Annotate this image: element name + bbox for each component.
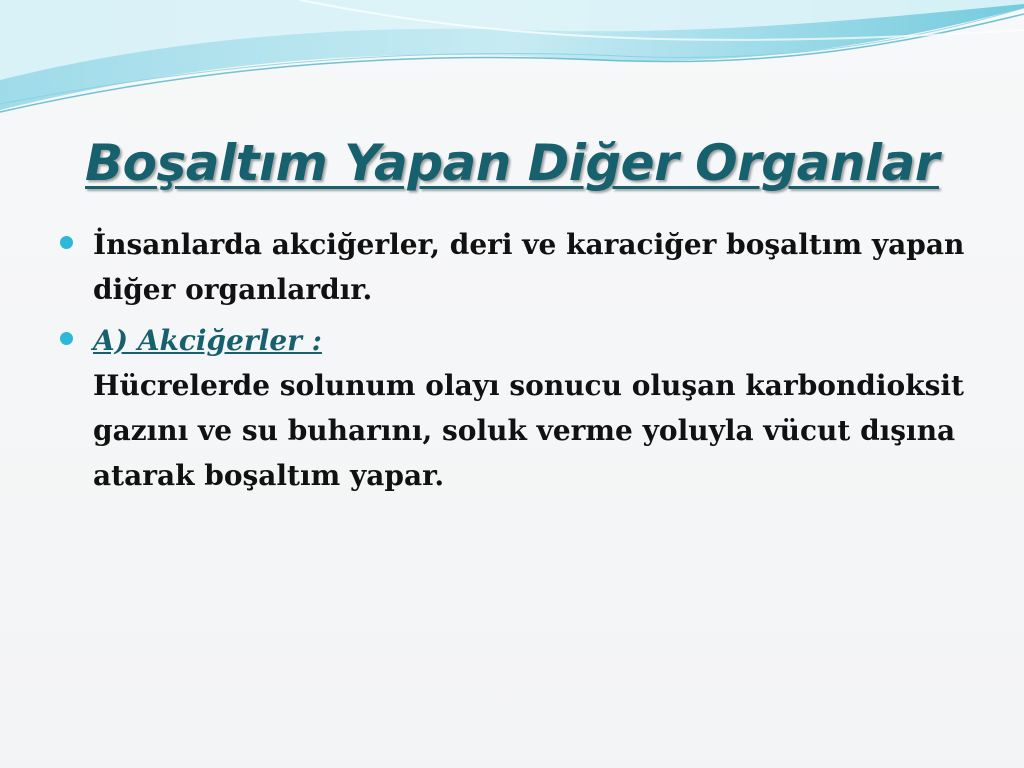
list-item <box>60 318 980 498</box>
slide-title: Boşaltım Yapan Diğer Organlar <box>85 134 939 192</box>
bullet-list <box>60 222 980 504</box>
section-heading: A) Akciğerler : <box>93 324 322 357</box>
header-wave-decoration <box>0 0 1024 120</box>
bullet-text: Hücrelerde solunum olayı sonucu oluşan karbondioksit gazını ve su buharını, soluk verme yoluyla vücut dışına atarak boşaltım yapar. <box>93 369 964 492</box>
bullet-text: İnsanlarda akciğerler, deri ve karaciğer boşaltım yapan diğer organlardır. <box>93 228 965 306</box>
list-item <box>60 222 980 312</box>
bullet-icon <box>60 236 73 249</box>
bullet-icon <box>60 332 73 345</box>
